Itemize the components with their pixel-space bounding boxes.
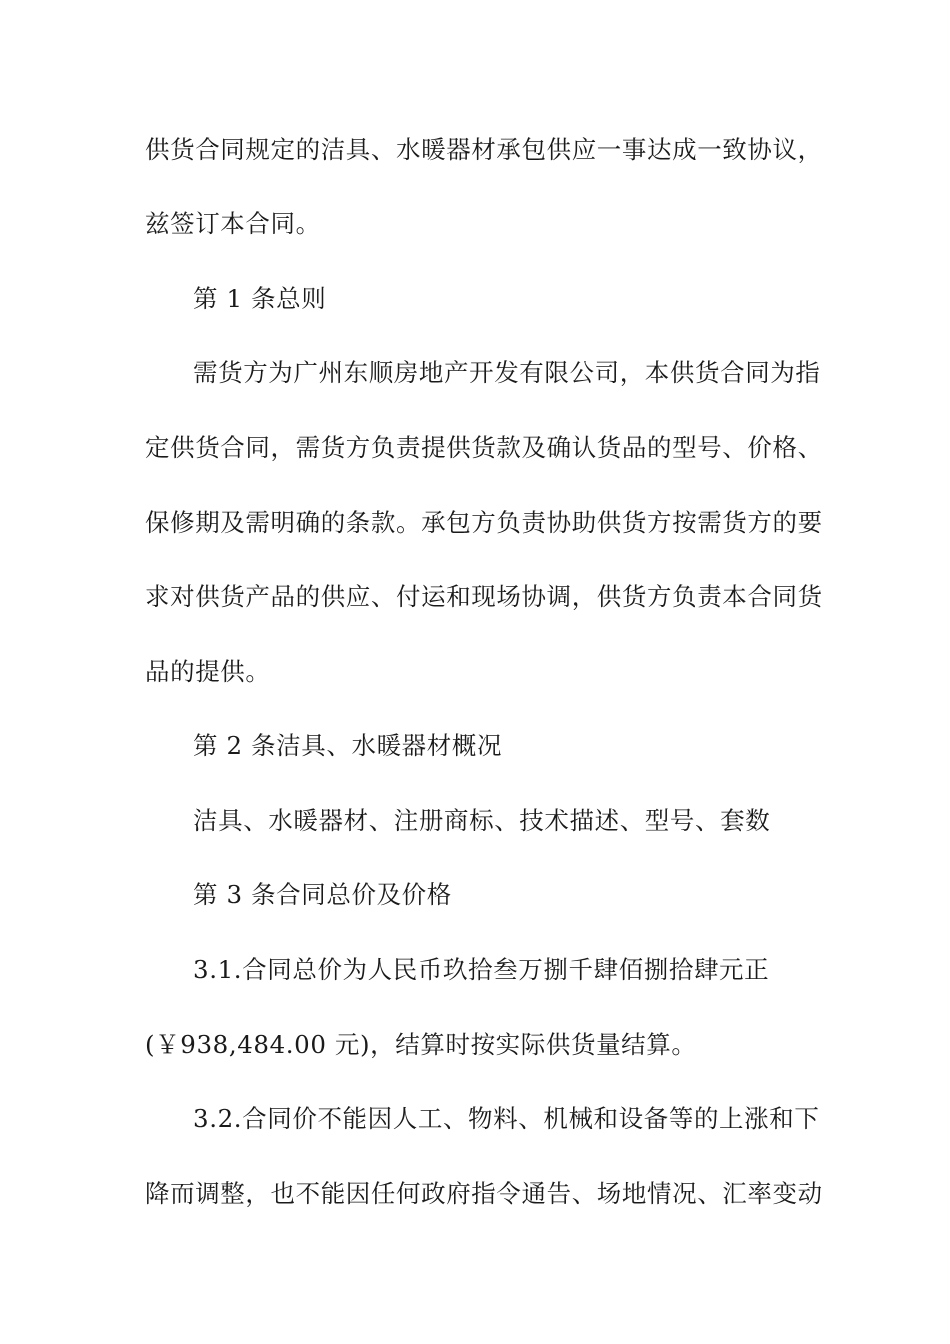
paragraph-line: (￥938,484.00 元)，结算时按实际供货量结算。 bbox=[145, 1030, 697, 1059]
paragraph-line: 供货合同规定的洁具、水暖器材承包供应一事达成一致协议， bbox=[145, 135, 823, 164]
paragraph-line: 定供货合同，需货方负责提供货款及确认货品的型号、价格、 bbox=[145, 433, 823, 462]
article-heading: 第 1 条总则 bbox=[193, 284, 327, 313]
paragraph-line: 洁具、水暖器材、注册商标、技术描述、型号、套数 bbox=[193, 806, 771, 835]
article-heading: 第 3 条合同总价及价格 bbox=[193, 880, 452, 909]
paragraph-line: 求对供货产品的供应、付运和现场协调，供货方负责本合同货 bbox=[145, 582, 823, 611]
paragraph-line: 品的提供。 bbox=[145, 657, 271, 686]
paragraph-line: 兹签订本合同。 bbox=[145, 209, 321, 238]
paragraph-line: 降而调整，也不能因任何政府指令通告、场地情况、汇率变动 bbox=[145, 1179, 823, 1208]
paragraph-line: 3.1.合同总价为人民币玖拾叁万捌千肆佰捌拾肆元正 bbox=[193, 955, 770, 984]
article-heading: 第 2 条洁具、水暖器材概况 bbox=[193, 731, 503, 760]
paragraph-line: 保修期及需明确的条款。承包方负责协助供货方按需货方的要 bbox=[145, 508, 823, 537]
paragraph-line: 3.2.合同价不能因人工、物料、机械和设备等的上涨和下 bbox=[193, 1104, 820, 1133]
paragraph-line: 需货方为广州东顺房地产开发有限公司，本供货合同为指 bbox=[193, 358, 821, 387]
